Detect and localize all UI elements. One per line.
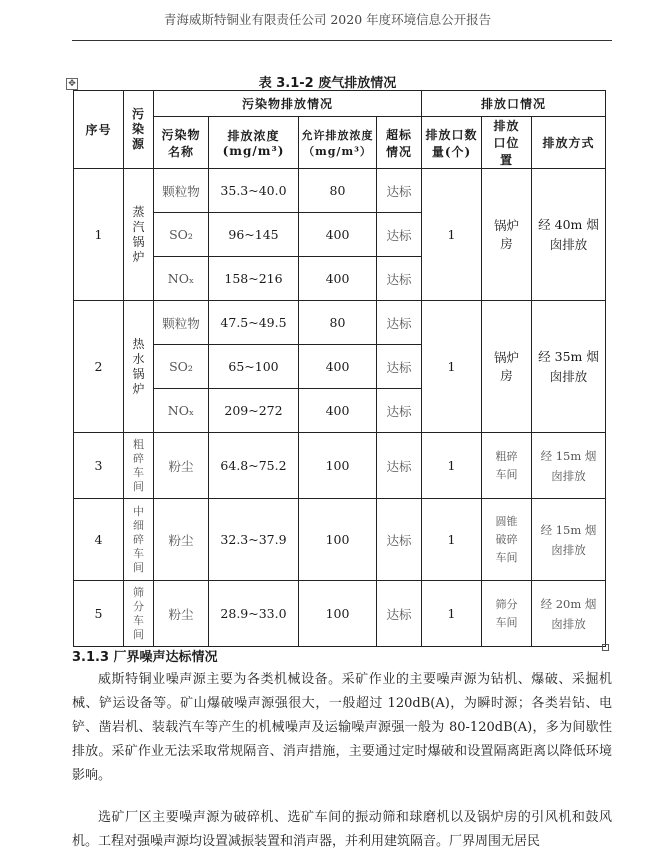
emission-table xyxy=(73,90,606,647)
cell-outlet-location xyxy=(482,433,532,499)
cell-exceed: 达标 xyxy=(377,499,422,581)
cell-source-text: 蒸汽锅炉 xyxy=(132,204,145,264)
cell-outlet-count: 1 xyxy=(422,301,482,433)
cell-exceed: 达标 xyxy=(377,389,422,433)
col-discharge-method-header: 排放方式 xyxy=(532,117,606,169)
table-row xyxy=(74,301,606,345)
col-outlet-group-header: 排放口情况 xyxy=(422,91,606,117)
cell-source-text: 中细碎车间 xyxy=(133,504,144,574)
cell-allowed: 400 xyxy=(299,389,377,433)
col-outlet-location-text: 排放口位置 xyxy=(493,119,520,167)
cell-discharge-method-text: 经 35m 烟囱排放 xyxy=(538,348,599,384)
cell-pollutant-name: 颗粒物 xyxy=(154,169,209,213)
cell-outlet-location xyxy=(482,301,532,433)
cell-allowed: 80 xyxy=(299,169,377,213)
col-allowed-text: 允许排放浓度（mg/m³） xyxy=(301,128,374,158)
table-move-handle-icon[interactable]: ✥ xyxy=(66,78,78,90)
cell-pollutant-name: NOₓ xyxy=(154,257,209,301)
col-pollutant-group-header: 污染物排放情况 xyxy=(154,91,422,117)
col-allowed-header xyxy=(299,117,377,169)
cell-concentration: 32.3~37.9 xyxy=(209,499,299,581)
cell-source xyxy=(124,301,154,433)
col-outlet-count-text: 排放口数量(个) xyxy=(425,127,478,159)
cell-source-text: 热水锅炉 xyxy=(132,336,145,396)
cell-concentration: 28.9~33.0 xyxy=(209,581,299,647)
cell-discharge-method xyxy=(532,581,606,647)
cell-source xyxy=(124,169,154,301)
cell-concentration: 65~100 xyxy=(209,345,299,389)
cell-outlet-location-text: 筛分车间 xyxy=(495,597,518,629)
cell-allowed: 400 xyxy=(299,213,377,257)
cell-outlet-location xyxy=(482,581,532,647)
cell-exceed: 达标 xyxy=(377,581,422,647)
cell-concentration: 96~145 xyxy=(209,213,299,257)
cell-seq: 4 xyxy=(74,499,124,581)
col-pollutant-name-header xyxy=(154,117,209,169)
cell-discharge-method xyxy=(532,499,606,581)
cell-source-text: 粗碎车间 xyxy=(133,437,144,493)
col-source-text: 污染源 xyxy=(131,107,145,151)
cell-exceed: 达标 xyxy=(377,213,422,257)
cell-pollutant-name: 粉尘 xyxy=(154,433,209,499)
cell-discharge-method xyxy=(532,301,606,433)
cell-pollutant-name: 粉尘 xyxy=(154,499,209,581)
cell-exceed: 达标 xyxy=(377,345,422,389)
cell-allowed: 100 xyxy=(299,499,377,581)
cell-source xyxy=(124,581,154,647)
cell-discharge-method-text: 经 40m 烟囱排放 xyxy=(538,216,599,252)
paragraph: 威斯特铜业噪声源主要为各类机械设备。采矿作业的主要噪声源为钻机、爆破、采掘机械、铲运设备等。矿山爆破噪声源强很大，一般超过 120dB(A)，为瞬时源；各类岩钻、电铲、凿岩机、装载汽车等产生的机械噪声及运输噪声源强一般为 80-120dB(A)，多为间歇性排放。采矿作业无法采取常规隔音、消声措施，主要通过定时爆破和设置隔离距离以降低环境影响。 xyxy=(72,672,612,783)
cell-concentration: 209~272 xyxy=(209,389,299,433)
cell-outlet-count: 1 xyxy=(422,581,482,647)
cell-allowed: 100 xyxy=(299,433,377,499)
cell-discharge-method-text: 经 15m 烟囱排放 xyxy=(540,522,597,557)
cell-pollutant-name: SO₂ xyxy=(154,213,209,257)
col-outlet-count-header xyxy=(422,117,482,169)
table-row xyxy=(74,499,606,581)
cell-exceed: 达标 xyxy=(377,257,422,301)
cell-source-text: 筛分车间 xyxy=(133,585,144,641)
cell-allowed: 400 xyxy=(299,345,377,389)
cell-discharge-method xyxy=(532,169,606,301)
cell-exceed: 达标 xyxy=(377,433,422,499)
cell-exceed: 达标 xyxy=(377,169,422,213)
cell-seq: 5 xyxy=(74,581,124,647)
cell-outlet-location xyxy=(482,169,532,301)
col-exceed-text: 超标情况 xyxy=(385,127,412,159)
page-header: 青海威斯特铜业有限责任公司 2020 年度环境信息公开报告 xyxy=(163,12,492,27)
cell-allowed: 80 xyxy=(299,301,377,345)
cell-source xyxy=(124,499,154,581)
cell-outlet-count: 1 xyxy=(422,169,482,301)
col-pollutant-name-text: 污染物名称 xyxy=(161,127,201,159)
cell-outlet-count: 1 xyxy=(422,499,482,581)
cell-pollutant-name: SO₂ xyxy=(154,345,209,389)
col-source-header xyxy=(124,91,154,169)
cell-discharge-method-text: 经 20m 烟囱排放 xyxy=(540,596,597,631)
table-row xyxy=(74,169,606,213)
cell-outlet-location-text: 圆锥破碎车间 xyxy=(495,514,518,564)
cell-concentration: 64.8~75.2 xyxy=(209,433,299,499)
cell-pollutant-name: 粉尘 xyxy=(154,581,209,647)
cell-concentration: 47.5~49.5 xyxy=(209,301,299,345)
col-exceed-header xyxy=(377,117,422,169)
cell-seq: 3 xyxy=(74,433,124,499)
table-row xyxy=(74,581,606,647)
cell-seq: 2 xyxy=(74,301,124,433)
cell-pollutant-name: 颗粒物 xyxy=(154,301,209,345)
cell-allowed: 100 xyxy=(299,581,377,647)
table-title: 表 3.1-2 废气排放情况 xyxy=(258,76,397,91)
cell-seq: 1 xyxy=(74,169,124,301)
cell-outlet-count: 1 xyxy=(422,433,482,499)
cell-discharge-method xyxy=(532,433,606,499)
table-row xyxy=(74,433,606,499)
cell-outlet-location-text: 粗碎车间 xyxy=(495,449,518,481)
cell-pollutant-name: NOₓ xyxy=(154,389,209,433)
col-concentration-header xyxy=(209,117,299,169)
cell-concentration: 35.3~40.0 xyxy=(209,169,299,213)
cell-source xyxy=(124,433,154,499)
table-resize-handle[interactable] xyxy=(602,644,609,651)
header-rule xyxy=(72,40,612,41)
cell-outlet-location xyxy=(482,499,532,581)
section-title: 3.1.3 厂界噪声达标情况 xyxy=(72,650,218,665)
paragraph: 选矿厂区主要噪声源为破碎机、选矿车间的振动筛和球磨机以及锅炉房的引风机和鼓风机。工程对强噪声源均设置减振装置和消声器，并利用建筑隔音。厂界周围无居民 xyxy=(72,810,612,849)
col-seq-header: 序号 xyxy=(74,91,124,169)
cell-exceed: 达标 xyxy=(377,301,422,345)
cell-allowed: 400 xyxy=(299,257,377,301)
cell-outlet-location-text: 锅炉房 xyxy=(493,217,519,251)
col-concentration-text: 排放浓度 (mg/m³) xyxy=(222,129,285,158)
cell-concentration: 158~216 xyxy=(209,257,299,301)
col-outlet-location-header xyxy=(482,117,532,169)
cell-outlet-location-text: 锅炉房 xyxy=(493,349,519,383)
cell-discharge-method-text: 经 15m 烟囱排放 xyxy=(540,448,597,483)
